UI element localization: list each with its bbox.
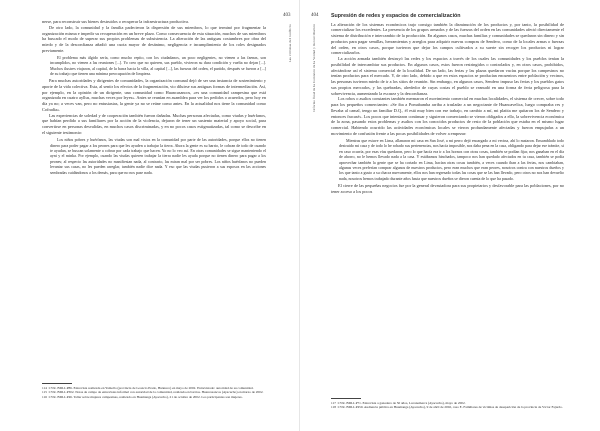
left-quote-2: Los niños pobres y huérfanos, las viudas son mal vistos en la comunidad por parte de las autoridades, porque ellos no tienen dinero para poder pagar a los peones para que les ayuden a trabajar la tierra. Ahora la gente es su barrio, le cobran de todo de cuando te ayudan, se buscan solamente a cobrar por cada trabajo que hacen. Yo no lo veo así. En otras comunidades se sigue manteniendo el ayni y el minka. Por ejemplo, cuando las viudas quieren trabajar la tierra nadie les ayuda porque no tienen dinero para pagar a los peones; al respecto las autoridades no manifiestan nada, al contrario, las miran mal por ser pobres. Los niños huérfanos no pueden levantar sus casas, no les pueden arreglar, también nadie dice nada. Y eso que las viudas pusieron a sus esposos en las acciones sembradas cuidándonos a los demás, para que no nos pase nada.: [50, 137, 266, 175]
left-paragraph-2: De otro lado, la comunidad y la familia padecieron la dispersión de sus miembros, lo que terminó por fragmentar la organización misma e impedir su recuperación en un breve plazo. Como consecuencia de esta situación, muchos de sus miembros ha buscado el modo de superar sus propios problemas de subsistencia. La alteración de las antiguas costumbres por obra del miedo y de la desconfianza añadió una cuota mayor de desánimo, negligencia e incumplimiento de los roles designados previamente.: [42, 24, 266, 53]
footnote-115: 115 CVR. BDI-I-P302. Notas de campo de entrevistas informal con autoridad de la comunidad, realizada en barrios. Huancasancos (Ayacucho) en marzo de 2002.: [42, 390, 264, 395]
left-page-number: 403: [283, 13, 291, 18]
footnote-114: 114 CVR. BDI-I-P86. Entrevista realizada en Yamollo (provincia de Leoncio Prado, Huánuco) en mayo de 2002. Entrevistado: autoridad de su comunidad.: [42, 386, 254, 390]
right-running-head: Informe final de la Comisión de la Verdad y Reconciliación: [312, 24, 316, 112]
right-paragraph-1: La alteración de los sistemas económicos trajo consigo también la disminución de los productos y, por tanto, la posibilidad de comercializar los excedentes. La presencia de los grupos armados y de las fuerzas del orden en las comunidades afectó directamente el sistema de distribución e intercambio de la producción. En algunos casos, muchas familias y comunidades se quedaron sin dinero y sin productos para pagar semillas, herramientas y arreglos para adquirir nuevas compras de Sendero, como de la locales armas o fuerzas del orden, en otros casos, porque tuvieron que dejar los campos cultivados a su suerte sin recoger los productos ni lograr comercializarlos.: [331, 21, 564, 56]
left-footnotes: [42, 386, 266, 399]
section-heading: Supresión de redes y espacios de comercialización: [331, 13, 461, 19]
right-page: [300, 0, 600, 431]
right-closing-paragraph: El cierre de las pequeñas negocios fue por la general devastadora para sus propietarios y desfavorable para las poblaciones, por no tener acceso a los pocos: [331, 182, 564, 194]
right-footnote-rule: [331, 398, 361, 399]
right-quote: Mientras que estuve en Lima, allanaron mi casa en San José, a mi perro dejó encargado a mi vecina, ahí lo mataron. Ensamblado todo destruido mi casa y de todo lo he robado sus pertenencias, nos hacía imposible, nos daba pena en la casa, obligando para dejar ese trámite, si en caso ocurría, por esas vías quedaron, pero lo que hacía era ir a los hornos con otras cosas, también se podían fijar, nos ganaban en el día de ahorro, no le hemos llevado nada a la casa. Y estábamos hinchados, tampoco nos han quedado afectados en tu casa, también se podía aprovechar también la gente que se ha cortado en Lima, hacían otras cosas también, a veces cuando iban a las ferias, nos cambiaban, algunas veces preferían comprar algunos de nuestros productos, pero eran muchos que eran peores, nosotros contra con nuestros dueños y los que tanto a gusto a su chacra nuevamente, ellos nos han regresado todas las cosas que se las han llevado, pero otros no nos han devuelto nada, nosotros hemos trabajado durante años hasta que nuestros dueños se dieron cuenta de lo que ha pasado.: [339, 138, 564, 181]
footnote-118: 118 CVR. BDI-I-P450. Audiencia pública en Huamanga (Ayacucho), 9 de abril de 2002, caso E. Familiares de víctimas de desaparición de la provincia de Víctor Fajardo.: [331, 405, 563, 410]
left-paragraph-3: Para muchas autoridades y dirigentes de comunidades, la organización comunal dejó de ser una instancia de sostenimiento y aporte de la vida colectiva. Esta, al sentir los efectos de la fragmentación, vio diluirse sus antiguas formas de intermediación. Así, por ejemplo, en la opinión de un dirigente, una comunidad como Huancasancos, «es una comunidad campesina que está organizada en cuatro ayllus, muchas veces por leyes». Antes se reunían en asamblea para ver los pedidos o acuerdos, pero hoy en día ya no; a veces van, pero no entusiastas, la gente ya no se reúne como antes. En la actualidad nos tiene la comunidad como Cofradía».: [42, 78, 266, 112]
left-body: [42, 19, 266, 176]
left-footnote-rule: [42, 383, 72, 384]
right-body: [331, 13, 564, 194]
footnote-117: 117 CVR. BDI-I-P71. Entrevista a ganadero de 50 años, Lucanamarca (Ayacucho), mayo de 2002.: [331, 401, 466, 405]
right-paragraph-2: La acción armada también destruyó las redes y los espacios a través de los cuales las comunidades y los pueblos tenían la posibilidad de intercambiar sus productos. En algunos casos, estos fueron restringidos o controlados y, en otros casos, prohibidos, afectándose así el sistema comercial de la localidad. De un lado, las ferias y las plazas quedaron vacías porque los campesinos no tenían productos para el mercado. Y, de otro lado, debido a que en estos espacios se producían encuentros entre población y vecinos, las personas tuvieron miedo de ir a los sitios de reunión. Sin embargo, en algunos casos, Sendero impuso las ferias y los pueblos gatos sus propios mercados, y las quebradas, alrededor de cuyas costas el pueblo se reanudó en una forma de feria peligrosa para la sobrevivencia, aumentando la escasez y la desconfianza.: [331, 56, 564, 96]
left-paragraph-4: Las experiencias de soledad y de cooperación también fueron dañadas. Muchas personas afectadas, como viudas y huérfanos, que habían perdido a sus familiares por la acción de la violencia, dejaron de tener un sustento material y apoyo social, para convertirse en personas desvalidas, en muchos casos discriminadas, y en no pocos casos estigmatizadas, tal como se describe en el siguiente testimonio:: [42, 112, 266, 135]
left-paragraph-1: nerse, para reconstruir sus bienes destruidos o recuperar la infraestructura productiva.: [42, 19, 189, 24]
left-quote-1: El problema más álgido sería, como mucho repito, con los ciudadanos, un poco negligentes, no vienen a las faenas, son incumplidos, no vienen a las reuniones [...]. Yo creo que no quieren, sus pueblo, vivieron su dura condición y vuelta no dejan [...]. Muchos ilustres viajaron, al capital, de la barra hacia la villa, al capital [...], las fuerzas del orden, el partido, después se fueron a [...] de su trabajo que tienen una mínima preocupación de limpieza.: [50, 55, 266, 77]
right-paragraph-3: Los robos o asaltos constantes también mermaron el movimiento comercial en muchas localidades, el sistema de crecer, sobre todo para los pequeños comerciantes: «Se iba a Pomabamba arriba a trasladar a un negociante de Huancavelica, luego compraba res y llevaba al camal, tengo un familiar D.Q., él está muy bien con ese trabajo, en cambio a mí, mi platita me quitaron los de Sendero y entonces fracasé». Los pocos que intentaron continuar y siguieron comerciando se vieron obligados a ello, la sobrevivencia económica de la zona, pasando estos problemas y asaltos con los conocidos productos de resto de la población que estaba en el mismo lugar comercial. Habiendo ocurrido las actividades económicas locales se vieron profundamente afectadas y fueron empujadas a un movimiento de confusión frente a las pocas posibilidades de volver a empezar:: [331, 96, 564, 136]
left-running-head: Las víctimas del conflicto: [288, 24, 292, 63]
footnote-116: 116 CVR. BDI-I-P46. Taller sobre mujeres campesinas, realizado en Huamanga (Ayacucho), 21 de octubre de 2002. Los participantes son mujeres.: [42, 394, 243, 399]
right-page-number: 404: [311, 13, 319, 18]
right-footnotes: [331, 401, 564, 410]
